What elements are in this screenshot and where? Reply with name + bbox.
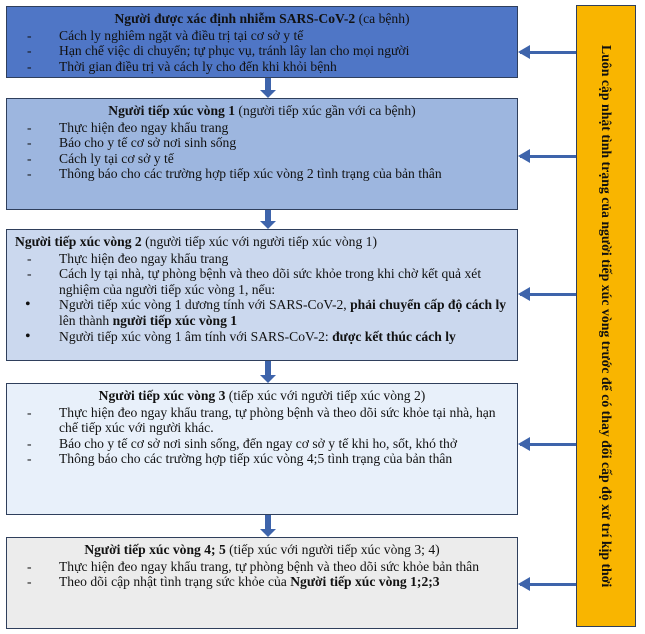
list-item bbox=[15, 166, 509, 182]
box-title bbox=[15, 234, 509, 250]
item-list bbox=[15, 405, 509, 467]
item-list bbox=[15, 28, 509, 75]
title-rest: (người tiếp xúc với người tiếp xúc vòng 1) bbox=[141, 234, 377, 249]
box-title bbox=[15, 542, 509, 558]
item-list bbox=[15, 120, 509, 182]
box-title bbox=[15, 11, 509, 27]
list-item bbox=[15, 59, 509, 75]
item-text: Theo dõi cập nhật tình trạng sức khỏe của bbox=[59, 574, 291, 590]
left-arrow bbox=[520, 583, 576, 586]
list-item bbox=[15, 329, 509, 345]
item-text: lên thành bbox=[59, 312, 113, 328]
list-item bbox=[15, 43, 509, 59]
update-status-sidebar bbox=[576, 5, 636, 627]
list-item bbox=[15, 266, 509, 297]
item-text: Báo cho y tế cơ sở nơi sinh sống bbox=[59, 135, 237, 151]
list-item bbox=[15, 151, 509, 167]
item-text: Thực hiện đeo ngay khẩu trang, tự phòng bệnh và theo dõi sức khỏe tại nhà, hạn chế tiếp xúc với người khác. bbox=[59, 404, 496, 436]
item-text: Thông báo cho các trường hợp tiếp xúc vòng 4;5 tình trạng của bản thân bbox=[59, 451, 453, 467]
title-rest: (tiếp xúc với người tiếp xúc vòng 2) bbox=[225, 388, 426, 403]
item-text: Cách ly nghiêm ngặt và điều trị tại cơ sở y tế bbox=[59, 27, 304, 43]
item-text: Người tiếp xúc vòng 1 âm tính với SARS-CoV-2: bbox=[59, 328, 333, 344]
item-bold: được kết thúc cách ly bbox=[332, 328, 456, 344]
list-item bbox=[15, 436, 509, 452]
item-text: Báo cho y tế cơ sở nơi sinh sống, đến ngay cơ sở y tế khi ho, sốt, khó thở bbox=[59, 435, 458, 451]
box-confirmed-case bbox=[6, 6, 518, 78]
box-contact-f4-f5 bbox=[6, 537, 518, 629]
left-arrow bbox=[520, 443, 576, 446]
list-item bbox=[15, 135, 509, 151]
list-item bbox=[15, 405, 509, 436]
item-bold: phải chuyển cấp độ cách ly bbox=[350, 297, 507, 313]
left-arrow bbox=[520, 155, 576, 158]
left-arrow bbox=[520, 51, 576, 54]
item-text: Hạn chế việc di chuyển; tự phục vụ, tránh lây lan cho mọi người bbox=[59, 43, 410, 59]
item-bold: người tiếp xúc vòng 1 bbox=[112, 312, 238, 328]
list-item bbox=[15, 120, 509, 136]
item-text: Thực hiện đeo ngay khẩu trang bbox=[59, 250, 229, 266]
title-bold: Người tiếp xúc vòng 1 bbox=[108, 103, 236, 118]
box-contact-f2 bbox=[6, 229, 518, 361]
down-arrow bbox=[265, 210, 271, 222]
title-rest: (người tiếp xúc gần với ca bệnh) bbox=[235, 103, 416, 118]
item-text: Cách ly tại nhà, tự phòng bệnh và theo dõi sức khỏe trong khi chờ kết quả xét nghiệm của người tiếp xúc vòng 1, nếu: bbox=[59, 266, 482, 297]
title-bold: Người tiếp xúc vòng 4; 5 bbox=[84, 542, 226, 557]
sidebar-text: Luôn cập nhật tình trạng của người tiếp xúc vòng trước để có thay đổi cấp độ xử trí kịp thời bbox=[599, 44, 614, 588]
title-rest: (ca bệnh) bbox=[355, 11, 410, 26]
box-title bbox=[15, 388, 509, 404]
item-text: Thông báo cho các trường hợp tiếp xúc vòng 2 tình trạng của bản thân bbox=[59, 166, 442, 182]
box-title bbox=[15, 103, 509, 119]
left-arrow bbox=[520, 293, 576, 296]
title-bold: Người được xác định nhiễm SARS-CoV-2 bbox=[114, 11, 356, 26]
item-list bbox=[15, 559, 509, 590]
item-bold: Người tiếp xúc vòng 1;2;3 bbox=[290, 574, 440, 590]
down-arrow bbox=[265, 515, 271, 530]
box-contact-f1 bbox=[6, 98, 518, 210]
list-item bbox=[15, 451, 509, 467]
item-list bbox=[15, 251, 509, 345]
down-arrow bbox=[265, 78, 271, 91]
list-item bbox=[15, 297, 509, 328]
item-text: Thời gian điều trị và cách ly cho đến khi khỏi bệnh bbox=[59, 58, 337, 74]
list-item bbox=[15, 251, 509, 267]
item-text: Cách ly tại cơ sở y tế bbox=[59, 150, 174, 166]
item-text: Thực hiện đeo ngay khẩu trang bbox=[59, 119, 229, 135]
title-rest: (tiếp xúc với người tiếp xúc vòng 3; 4) bbox=[225, 542, 440, 557]
item-text: Người tiếp xúc vòng 1 dương tính với SARS-CoV-2, bbox=[59, 297, 351, 313]
box-contact-f3 bbox=[6, 383, 518, 515]
item-text: Thực hiện đeo ngay khẩu trang, tự phòng bệnh và theo dõi sức khỏe bản thân bbox=[59, 558, 479, 574]
title-bold: Người tiếp xúc vòng 2 bbox=[15, 234, 142, 249]
list-item bbox=[15, 559, 509, 575]
title-bold: Người tiếp xúc vòng 3 bbox=[98, 388, 226, 403]
list-item bbox=[15, 28, 509, 44]
list-item bbox=[15, 574, 509, 590]
down-arrow bbox=[265, 361, 271, 376]
